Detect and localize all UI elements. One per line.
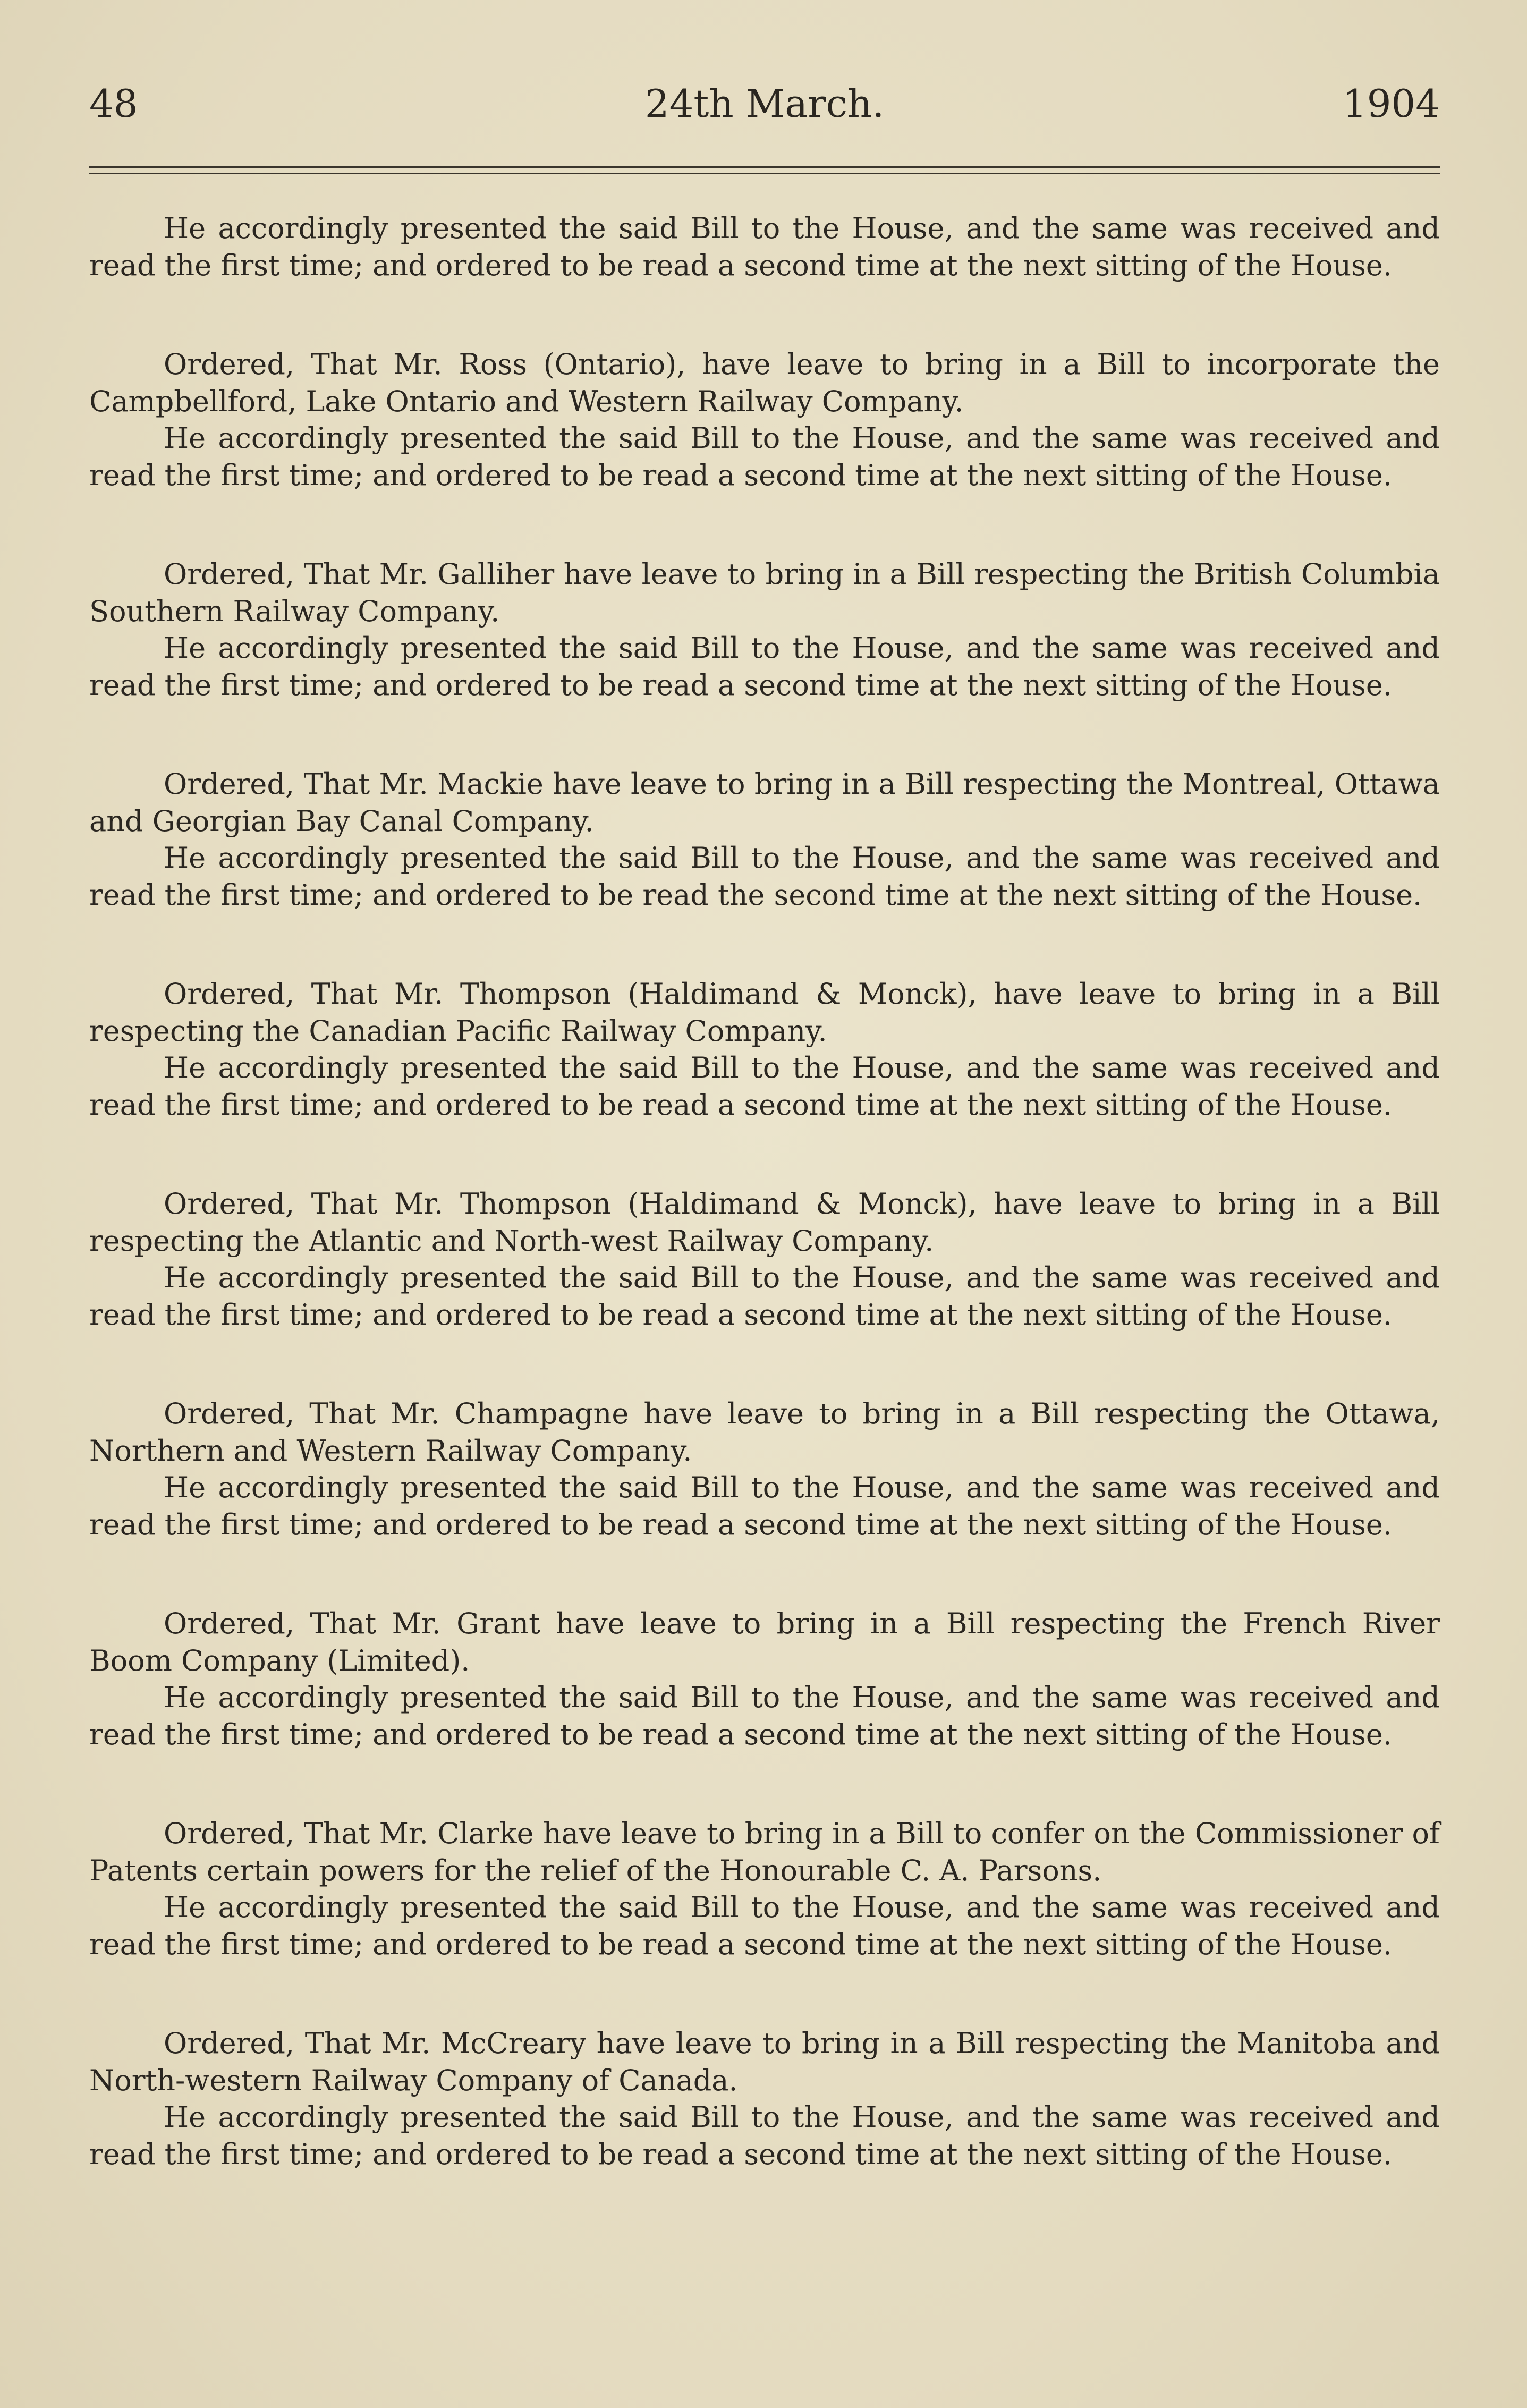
order-text: Ordered, That Mr. Champagne have leave to bring in a Bill respecting the Ottawa, Northern and Western Railway Company. — [89, 1397, 1440, 1468]
bill-entry — [89, 976, 1440, 1123]
bill-entry — [89, 556, 1440, 703]
header-rule-thin — [89, 173, 1440, 174]
bill-entry — [89, 346, 1440, 494]
order-text: Ordered, That Mr. Thompson (Haldimand & Monck), have leave to bring in a Bill respecting the Atlantic and North-west Railway Company. — [89, 1187, 1440, 1258]
presented-text: He accordingly presented the said Bill to the House, and the same was received and read the first time; and ordered to be read a second time at the next sitting of the House. — [89, 1261, 1440, 1332]
presented-text: He accordingly presented the said Bill to the House, and the same was received and read the first time; and ordered to be read a second time at the next sitting of the House. — [89, 2100, 1440, 2171]
presented-text: He accordingly presented the said Bill to the House, and the same was received and read the first time; and ordered to be read a second time at the next sitting of the House. — [89, 631, 1440, 702]
order-text: Ordered, That Mr. Grant have leave to bring in a Bill respecting the French River Boom Company (Limited). — [89, 1607, 1440, 1677]
presented-text: He accordingly presented the said Bill to the House, and the same was received and read the first time; and ordered to be read a second time at the next sitting of the House. — [89, 1051, 1440, 1122]
page-date: 24th March. — [644, 81, 885, 126]
presented-text: He accordingly presented the said Bill to the House, and the same was received and read the first time; and ordered to be read the second time at the next sitting of the House. — [89, 841, 1440, 912]
order-text: Ordered, That Mr. Mackie have leave to bring in a Bill respecting the Montreal, Ottawa and Georgian Bay Canal Company. — [89, 767, 1440, 838]
presented-text: He accordingly presented the said Bill to the House, and the same was received and read the first time; and ordered to be read a second time at the next sitting of the House. — [89, 211, 1440, 282]
order-text: Ordered, That Mr. McCreary have leave to bring in a Bill respecting the Manitoba and North-western Railway Company of Canada. — [89, 2027, 1440, 2097]
header-rule — [89, 166, 1440, 168]
presented-text: He accordingly presented the said Bill to the House, and the same was received and read the first time; and ordered to be read a second time at the next sitting of the House. — [89, 421, 1440, 492]
order-text: Ordered, That Mr. Thompson (Haldimand & Monck), have leave to bring in a Bill respecting the Canadian Pacific Railway Company. — [89, 977, 1440, 1048]
bill-entry — [89, 1395, 1440, 1543]
order-text: Ordered, That Mr. Galliher have leave to bring in a Bill respecting the British Columbia Southern Railway Company. — [89, 557, 1440, 628]
page-number: 48 — [89, 81, 138, 126]
bill-entry — [89, 766, 1440, 913]
presented-text: He accordingly presented the said Bill to the House, and the same was received and read the first time; and ordered to be read a second time at the next sitting of the House. — [89, 1681, 1440, 1751]
bill-entry — [89, 1185, 1440, 1333]
page-year: 1904 — [1342, 81, 1440, 126]
order-text: Ordered, That Mr. Ross (Ontario), have leave to bring in a Bill to incorporate the Campbellford, Lake Ontario and Western Railway Company. — [89, 347, 1440, 418]
presented-text: He accordingly presented the said Bill to the House, and the same was received and read the first time; and ordered to be read a second time at the next sitting of the House. — [89, 1890, 1440, 1961]
intro-paragraph — [89, 210, 1440, 284]
bill-entry — [89, 1815, 1440, 1963]
journal-body — [89, 210, 1440, 2235]
bill-entry — [89, 2025, 1440, 2173]
presented-text: He accordingly presented the said Bill to the House, and the same was received and read the first time; and ordered to be read a second time at the next sitting of the House. — [89, 1471, 1440, 1541]
page-header — [89, 74, 1440, 133]
order-text: Ordered, That Mr. Clarke have leave to bring in a Bill to confer on the Commissioner of Patents certain powers for the relief of the Honourable C. A. Parsons. — [89, 1817, 1440, 1887]
bill-entry — [89, 1605, 1440, 1753]
